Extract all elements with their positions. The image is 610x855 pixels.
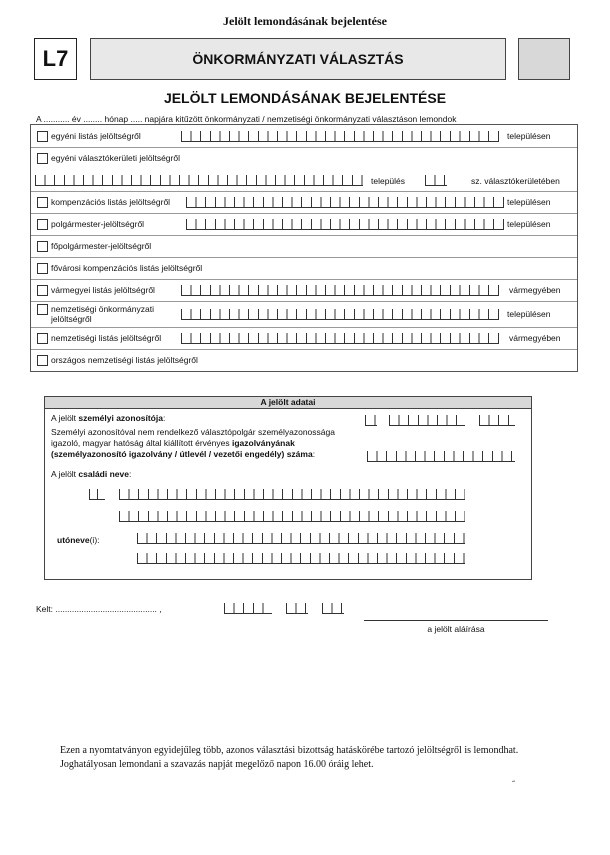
option-row	[31, 349, 577, 371]
option-checkbox[interactable]	[37, 153, 48, 164]
option-checkbox[interactable]	[37, 263, 48, 274]
option-checkbox[interactable]	[37, 241, 48, 252]
option-suffix: településen	[507, 131, 551, 141]
id-box-1[interactable]	[365, 415, 377, 426]
place-date-label: Kelt: ........................................... ,	[36, 604, 162, 614]
option-row	[31, 279, 577, 302]
option-suffix: sz. választókerületében	[471, 176, 560, 186]
option-row	[31, 191, 577, 214]
family-name-label: A jelölt családi neve:	[51, 469, 132, 479]
intro-text: A ........... év ........ hónap ..... napjára kitűzött önkormányzati / nemzetiségi önkormányzati választáson lemondok	[36, 114, 457, 124]
option-checkbox[interactable]	[37, 355, 48, 366]
page-header-title: Jelölt lemondásának bejelentése	[223, 14, 387, 28]
option-label: egyéni választókerületi jelöltségről	[51, 153, 180, 163]
option-label: országos nemzetiségi listás jelöltségről	[51, 355, 198, 365]
page-title: JELÖLT LEMONDÁSÁNAK BEJELENTÉSE	[163, 90, 447, 106]
option-label: polgármester-jelöltségről	[51, 219, 145, 229]
settlement-boxes[interactable]	[186, 197, 504, 208]
option-row	[31, 301, 577, 328]
option-row	[31, 257, 577, 280]
section-heading: A jelölt adatai	[45, 397, 531, 409]
no-id-line-1: Személyi azonosítóval nem rendelkező választópolgár személyazonossága	[51, 427, 335, 437]
footer-note-2: Joghatályosan lemondani a szavazás napját megelőző napon 16.00 óráig lehet.	[60, 759, 374, 770]
option-checkbox[interactable]	[37, 333, 48, 344]
option-row	[31, 125, 577, 148]
option-label: fővárosi kompenzációs listás jelöltségről	[51, 263, 203, 273]
signature-label: a jelölt aláírása	[427, 624, 485, 634]
option-suffix: településen	[507, 197, 551, 207]
settlement-boxes[interactable]	[186, 219, 504, 230]
option-checkbox[interactable]	[37, 219, 48, 230]
option-suffix: településen	[507, 219, 551, 229]
election-banner: ÖNKORMÁNYZATI VÁLASZTÁS	[90, 38, 506, 80]
option-label: vármegyei listás jelöltségről	[51, 285, 155, 295]
given-name-boxes-2[interactable]	[137, 553, 465, 564]
option-label: nemzetiségi önkormányzati jelöltségről	[51, 304, 154, 324]
id-label: A jelölt személyi azonosítója:	[51, 413, 166, 423]
option-row	[31, 213, 577, 236]
settlement-boxes[interactable]	[35, 175, 363, 186]
options-table	[30, 124, 578, 372]
option-checkbox[interactable]	[37, 285, 48, 296]
option-suffix: vármegyében	[509, 285, 561, 295]
month-boxes[interactable]	[286, 603, 308, 614]
footer-note-1: Ezen a nyomtatványon egyidejűleg több, azonos választási bizottság hatáskörébe tartozó jelöltségről is lemondhat.	[60, 745, 519, 756]
id-box-2[interactable]	[389, 415, 465, 426]
county-boxes[interactable]	[181, 285, 499, 296]
option-label: főpolgármester-jelöltségről	[51, 241, 152, 251]
option-checkbox[interactable]	[37, 304, 48, 315]
day-boxes[interactable]	[322, 603, 344, 614]
year-boxes[interactable]	[224, 603, 272, 614]
settlement-boxes[interactable]	[181, 131, 499, 142]
option-suffix: vármegyében	[509, 333, 561, 343]
district-number-boxes[interactable]	[425, 175, 447, 186]
candidate-data-section	[44, 396, 532, 580]
option-row	[31, 147, 577, 192]
option-suffix: településen	[507, 309, 551, 319]
option-label: egyéni listás jelöltségről	[51, 131, 141, 141]
option-checkbox[interactable]	[37, 131, 48, 142]
option-row	[31, 235, 577, 258]
corner-box	[518, 38, 570, 80]
option-checkbox[interactable]	[37, 197, 48, 208]
family-name-prefix-boxes[interactable]	[89, 489, 105, 500]
page-mark: ˝	[512, 780, 515, 789]
family-name-boxes-2[interactable]	[119, 511, 465, 522]
no-id-line-3: (személyazonosító igazolvány / útlevél / vezetői engedély) száma:	[51, 449, 316, 459]
option-suffix: település	[371, 176, 406, 186]
given-name-boxes-1[interactable]	[137, 533, 465, 544]
option-label: nemzetiségi listás jelöltségről	[51, 333, 162, 343]
family-name-boxes-1[interactable]	[119, 489, 465, 500]
id-box-3[interactable]	[479, 415, 515, 426]
given-name-label: utóneve(i):	[57, 535, 100, 545]
signature-line[interactable]	[364, 620, 548, 621]
no-id-line-2: igazoló, magyar hatóság által kiállított érvényes igazolványának	[51, 438, 295, 448]
footer-notes	[60, 744, 518, 772]
option-label: kompenzációs listás jelöltségről	[51, 197, 171, 207]
form-code: L7	[34, 38, 77, 80]
option-row	[31, 327, 577, 350]
settlement-boxes[interactable]	[181, 309, 499, 320]
document-number-boxes[interactable]	[367, 451, 515, 462]
county-boxes[interactable]	[181, 333, 499, 344]
